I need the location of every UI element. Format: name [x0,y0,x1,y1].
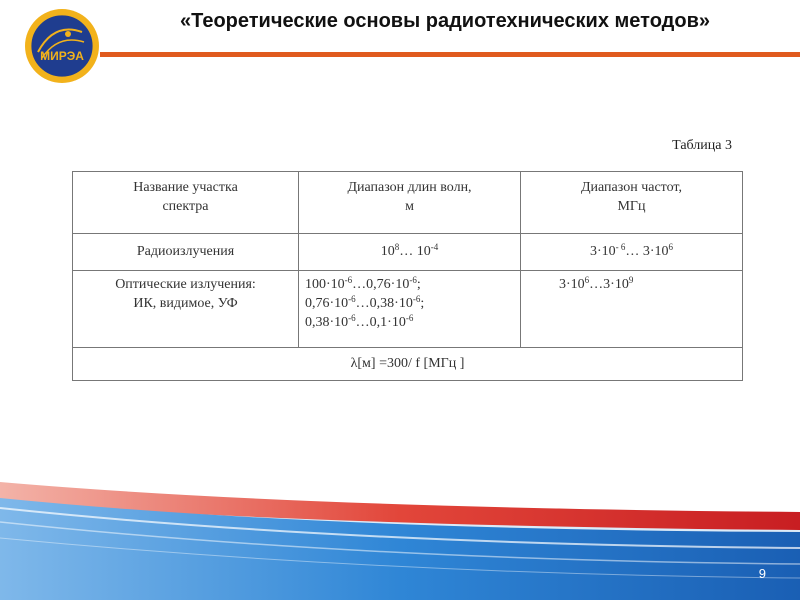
value-text: 10 [380,244,395,259]
header-text: м [405,199,414,214]
exponent: -6 [409,275,417,285]
decorative-swoosh [0,468,800,600]
mirea-logo [24,8,100,84]
cell-frequency [521,271,743,348]
header-text: спектра [162,199,209,214]
value-text: 3·10 [589,244,616,259]
value-text: ; [416,277,421,292]
exponent: -6 [405,313,414,323]
cell-frequency [521,234,743,271]
page-title: «Теоретические основы радиотехнических методов» [180,10,710,32]
cell-text: Радиоизлучения [136,244,235,259]
page-number: 9 [758,566,766,581]
exponent: -6 [348,313,356,323]
exponent: -6 [344,275,353,285]
value-text: 0,76·10 [305,296,349,311]
cell-spectrum-name [73,271,299,348]
table-row [73,348,743,381]
value-text: 3·10 [559,277,585,292]
cell-text: Оптические излучения: [115,277,256,292]
cell-wavelength [299,234,521,271]
header-wavelength [299,172,521,234]
exponent: 8 [394,242,400,252]
value-text: … 10 [399,244,431,259]
formula-cell [73,348,743,381]
table-header-row [73,172,743,234]
header-text: МГц [617,199,646,214]
header-frequency [521,172,743,234]
exponent: 9 [628,275,634,285]
value-text: 100·10 [305,277,345,292]
exponent: 6 [584,275,590,285]
table-row [73,271,743,348]
table-row [73,234,743,271]
value-text: 0,38·10 [305,315,349,330]
value-text: ; [420,296,425,311]
exponent: -6 [348,294,356,304]
value-text: …3·10 [589,277,629,292]
table-caption: Таблица 3 [672,138,732,153]
value-text: …0,38·10 [355,296,413,311]
value-text: …0,1·10 [355,315,406,330]
cell-wavelength [299,271,521,348]
exponent: -4 [430,242,439,252]
cell-text: ИК, видимое, УФ [133,296,238,311]
logo-text: МИРЭА [40,49,84,63]
formula-text: λ[м] =300/ f [МГц ] [350,356,465,371]
value-text: …0,76·10 [352,277,410,292]
header-text: Диапазон частот, [580,180,682,195]
exponent: 6 [668,242,674,252]
header-text: Диапазон длин волн, [347,180,472,195]
value-text: … 3·10 [625,244,669,259]
cell-spectrum-name [73,234,299,271]
header-spectrum-name [73,172,299,234]
spectrum-table [72,171,743,381]
title-underline [100,52,800,57]
exponent: - 6 [615,242,626,252]
exponent: -6 [412,294,421,304]
header-text: Название участка [133,180,238,195]
